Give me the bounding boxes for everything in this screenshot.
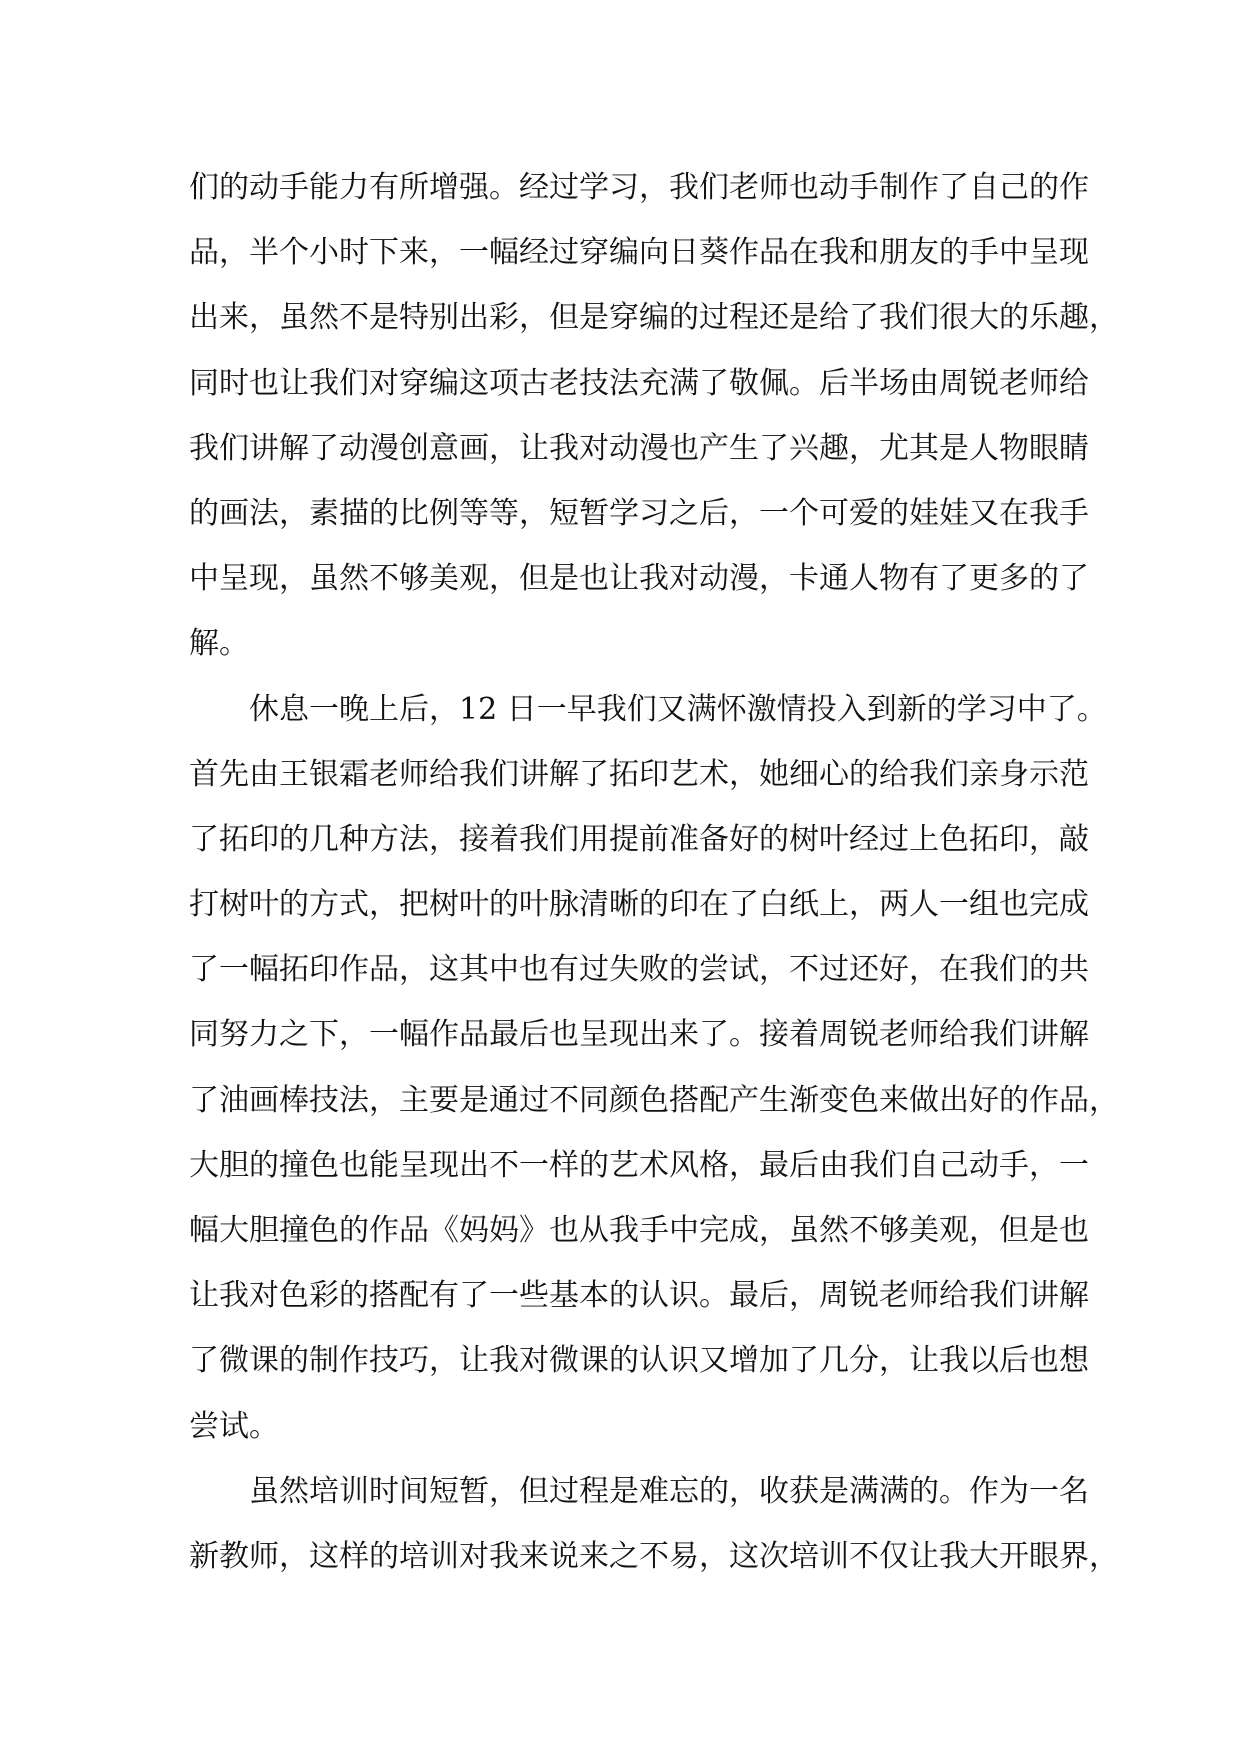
- text-line: 我们讲解了动漫创意画，让我对动漫也产生了兴趣，尤其是人物眼睛: [189, 430, 1089, 466]
- text-line: 了油画棒技法，主要是通过不同颜色搭配产生渐变色来做出好的作品，: [189, 1082, 1119, 1118]
- text-line: 让我对色彩的搭配有了一些基本的认识。最后，周锐老师给我们讲解: [189, 1278, 1089, 1314]
- text-line: 打树叶的方式，把树叶的叶脉清晰的印在了白纸上，两人一组也完成: [189, 887, 1089, 923]
- body-text: [189, 155, 1119, 1589]
- text-line: 了微课的制作技巧，让我对微课的认识又增加了几分，让我以后也想: [189, 1343, 1089, 1379]
- text-line: 解。: [189, 626, 249, 662]
- text-line: 首先由王银霜老师给我们讲解了拓印艺术，她细心的给我们亲身示范: [189, 756, 1089, 792]
- text-line: 同时也让我们对穿编这项古老技法充满了敬佩。后半场由周锐老师给: [189, 365, 1089, 401]
- text-line: 幅大胆撞色的作品《妈妈》也从我手中完成，虽然不够美观，但是也: [189, 1213, 1089, 1248]
- text-line: 的画法，素描的比例等等，短暂学习之后，一个可爱的娃娃又在我手: [189, 495, 1089, 531]
- text-line: 休息一晚上后，12 日一早我们又满怀激情投入到新的学习中了。: [249, 691, 1107, 727]
- text-line: 们的动手能力有所增强。经过学习，我们老师也动手制作了自己的作: [189, 170, 1089, 205]
- text-line: 新教师，这样的培训对我来说来之不易，这次培训不仅让我大开眼界，: [189, 1538, 1119, 1574]
- text-line: 中呈现，虽然不够美观，但是也让我对动漫，卡通人物有了更多的了: [189, 561, 1089, 597]
- text-line: 同努力之下，一幅作品最后也呈现出来了。接着周锐老师给我们讲解: [189, 1017, 1089, 1053]
- text-line: 了拓印的几种方法，接着我们用提前准备好的树叶经过上色拓印，敲: [189, 821, 1089, 857]
- text-line: 出来，虽然不是特别出彩，但是穿编的过程还是给了我们很大的乐趣，: [189, 300, 1119, 336]
- text-line: 了一幅拓印作品，这其中也有过失败的尝试，不过还好，在我们的共: [189, 952, 1089, 988]
- text-line: 尝试。: [189, 1408, 279, 1444]
- text-line: 大胆的撞色也能呈现出不一样的艺术风格，最后由我们自己动手，一: [189, 1147, 1089, 1183]
- text-line: 品，半个小时下来，一幅经过穿编向日葵作品在我和朋友的手中呈现: [189, 235, 1089, 271]
- text-line: 虽然培训时间短暂，但过程是难忘的，收获是满满的。作为一名: [249, 1473, 1089, 1509]
